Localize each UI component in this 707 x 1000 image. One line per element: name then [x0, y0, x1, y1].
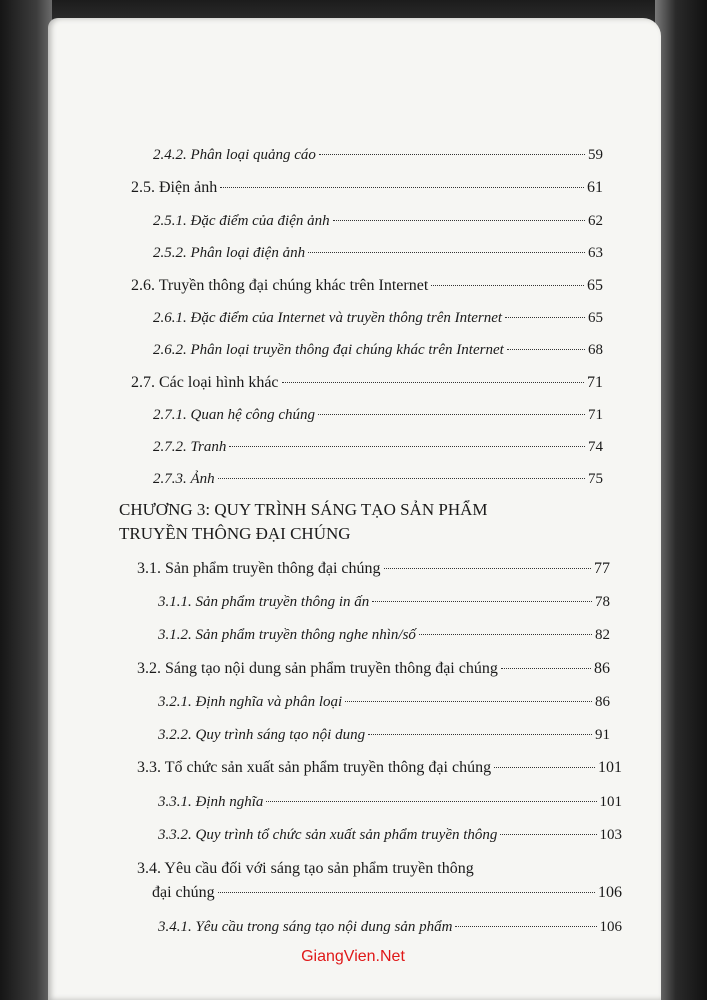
- dot-leader: [368, 734, 592, 735]
- toc-entry: [158, 791, 622, 813]
- dot-leader: [218, 892, 595, 893]
- toc-entry-label: 2.5. Điện ảnh: [131, 179, 218, 196]
- toc-entry-page: 77: [594, 560, 610, 577]
- toc-entry-label: 3.4. Yêu cầu đối với sáng tạo sản phẩm truyền thông: [137, 860, 474, 877]
- toc-entry-label: 2.6. Truyền thông đại chúng khác trên Internet: [131, 277, 429, 294]
- toc-entry-line1: [137, 858, 622, 880]
- dot-leader: [505, 317, 585, 318]
- chapter-heading: [119, 498, 639, 546]
- dot-leader: [318, 414, 585, 415]
- dot-leader: [455, 926, 596, 927]
- toc-entry: [158, 824, 622, 846]
- toc-entry: [158, 591, 610, 613]
- toc-entry: [158, 624, 610, 646]
- toc-entry: [153, 404, 603, 426]
- dot-leader: [333, 220, 585, 221]
- toc-entry-label: 2.7.2. Tranh: [153, 439, 227, 455]
- toc-entry-page: 82: [595, 627, 610, 643]
- toc-entry: [153, 436, 603, 458]
- chapter-heading-line1: CHƯƠNG 3: QUY TRÌNH SÁNG TẠO SẢN PHẨM: [119, 500, 488, 519]
- toc-entry-page: 71: [587, 374, 603, 391]
- toc-entry-label: 3.1. Sản phẩm truyền thông đại chúng: [137, 560, 381, 577]
- toc-entry: [131, 275, 603, 297]
- dot-leader: [501, 668, 591, 669]
- toc-entry: [131, 372, 603, 394]
- toc-entry-label: 2.4.2. Phân loại quảng cáo: [153, 147, 316, 163]
- toc-entry-label: 3.2.1. Định nghĩa và phân loại: [158, 694, 343, 710]
- toc-entry-label: 2.6.1. Đặc điểm của Internet và truyền thông trên Internet: [153, 310, 503, 326]
- toc-entry-label: 2.6.2. Phân loại truyền thông đại chúng khác trên Internet: [153, 342, 504, 358]
- toc-entry: [153, 339, 603, 361]
- dot-leader: [345, 701, 592, 702]
- toc-entry-page: 62: [588, 213, 603, 229]
- toc-entry: [137, 757, 622, 779]
- toc-entry-page: 63: [588, 245, 603, 261]
- toc-entry: [158, 916, 622, 938]
- dot-leader: [308, 252, 585, 253]
- toc-entry-page: 101: [599, 794, 622, 810]
- toc-entry-label: 3.3. Tổ chức sản xuất sản phẩm truyền thông đại chúng: [137, 759, 492, 776]
- toc-entry-label: 3.1.1. Sản phẩm truyền thông in ấn: [158, 594, 370, 610]
- toc-entry-page: 71: [588, 407, 603, 423]
- table-of-contents: [48, 18, 661, 1000]
- toc-entry: [131, 177, 603, 199]
- toc-entry-label: 3.3.1. Định nghĩa: [158, 794, 264, 810]
- watermark-text: GiangVien.Net: [301, 948, 405, 965]
- book-spine-edge: [0, 0, 52, 1000]
- toc-entry-label: 2.5.1. Đặc điểm của điện ảnh: [153, 213, 330, 229]
- toc-entry-label: 3.1.2. Sản phẩm truyền thông nghe nhìn/số: [158, 627, 416, 643]
- dot-leader: [384, 568, 591, 569]
- toc-entry-page: 65: [588, 310, 603, 326]
- toc-entry: [153, 468, 603, 490]
- toc-entry: [153, 242, 603, 264]
- dot-leader: [229, 446, 585, 447]
- dot-leader: [372, 601, 592, 602]
- toc-entry-page: 59: [588, 147, 603, 163]
- dot-leader: [220, 187, 584, 188]
- toc-entry-label: 3.3.2. Quy trình tổ chức sản xuất sản phẩm truyền thông: [158, 827, 498, 843]
- toc-entry: [152, 882, 622, 904]
- book-page: [48, 18, 661, 1000]
- toc-entry-page: 91: [595, 727, 610, 743]
- toc-entry-page: 101: [598, 759, 622, 776]
- dot-leader: [419, 634, 592, 635]
- dot-leader: [218, 478, 585, 479]
- toc-entry: [158, 724, 610, 746]
- toc-entry-page: 106: [599, 919, 622, 935]
- toc-entry-page: 103: [599, 827, 622, 843]
- toc-entry-page: 74: [588, 439, 603, 455]
- toc-entry-label: 2.5.2. Phân loại điện ảnh: [153, 245, 306, 261]
- toc-entry-page: 86: [594, 660, 610, 677]
- dot-leader: [266, 801, 596, 802]
- toc-entry-page: 86: [595, 694, 610, 710]
- toc-entry: [158, 691, 610, 713]
- dot-leader: [494, 767, 595, 768]
- toc-entry-label: 2.7.3. Ảnh: [153, 471, 215, 487]
- chapter-heading-line2: TRUYỀN THÔNG ĐẠI CHÚNG: [119, 524, 351, 543]
- toc-entry-label: 2.7.1. Quan hệ công chúng: [153, 407, 316, 423]
- toc-entry-label: đại chúng: [152, 884, 215, 901]
- book-right-edge: [655, 0, 707, 1000]
- toc-entry-page: 61: [587, 179, 603, 196]
- dot-leader: [507, 349, 585, 350]
- toc-entry-page: 75: [588, 471, 603, 487]
- toc-entry: [153, 210, 603, 232]
- toc-entry-label: 3.2. Sáng tạo nội dung sản phẩm truyền thông đại chúng: [137, 660, 498, 677]
- toc-entry-label: 3.2.2. Quy trình sáng tạo nội dung: [158, 727, 366, 743]
- toc-entry-page: 106: [598, 884, 622, 901]
- dot-leader: [500, 834, 596, 835]
- toc-entry-label: 3.4.1. Yêu cầu trong sáng tạo nội dung sản phẩm: [158, 919, 453, 935]
- toc-entry: [137, 658, 610, 680]
- toc-entry: [153, 144, 603, 166]
- dot-leader: [319, 154, 585, 155]
- toc-entry: [153, 307, 603, 329]
- toc-entry-label: 2.7. Các loại hình khác: [131, 374, 279, 391]
- dot-leader: [282, 382, 584, 383]
- toc-entry-page: 68: [588, 342, 603, 358]
- toc-entry-page: 65: [587, 277, 603, 294]
- toc-entry: [137, 558, 610, 580]
- toc-entry-page: 78: [595, 594, 610, 610]
- dot-leader: [431, 285, 584, 286]
